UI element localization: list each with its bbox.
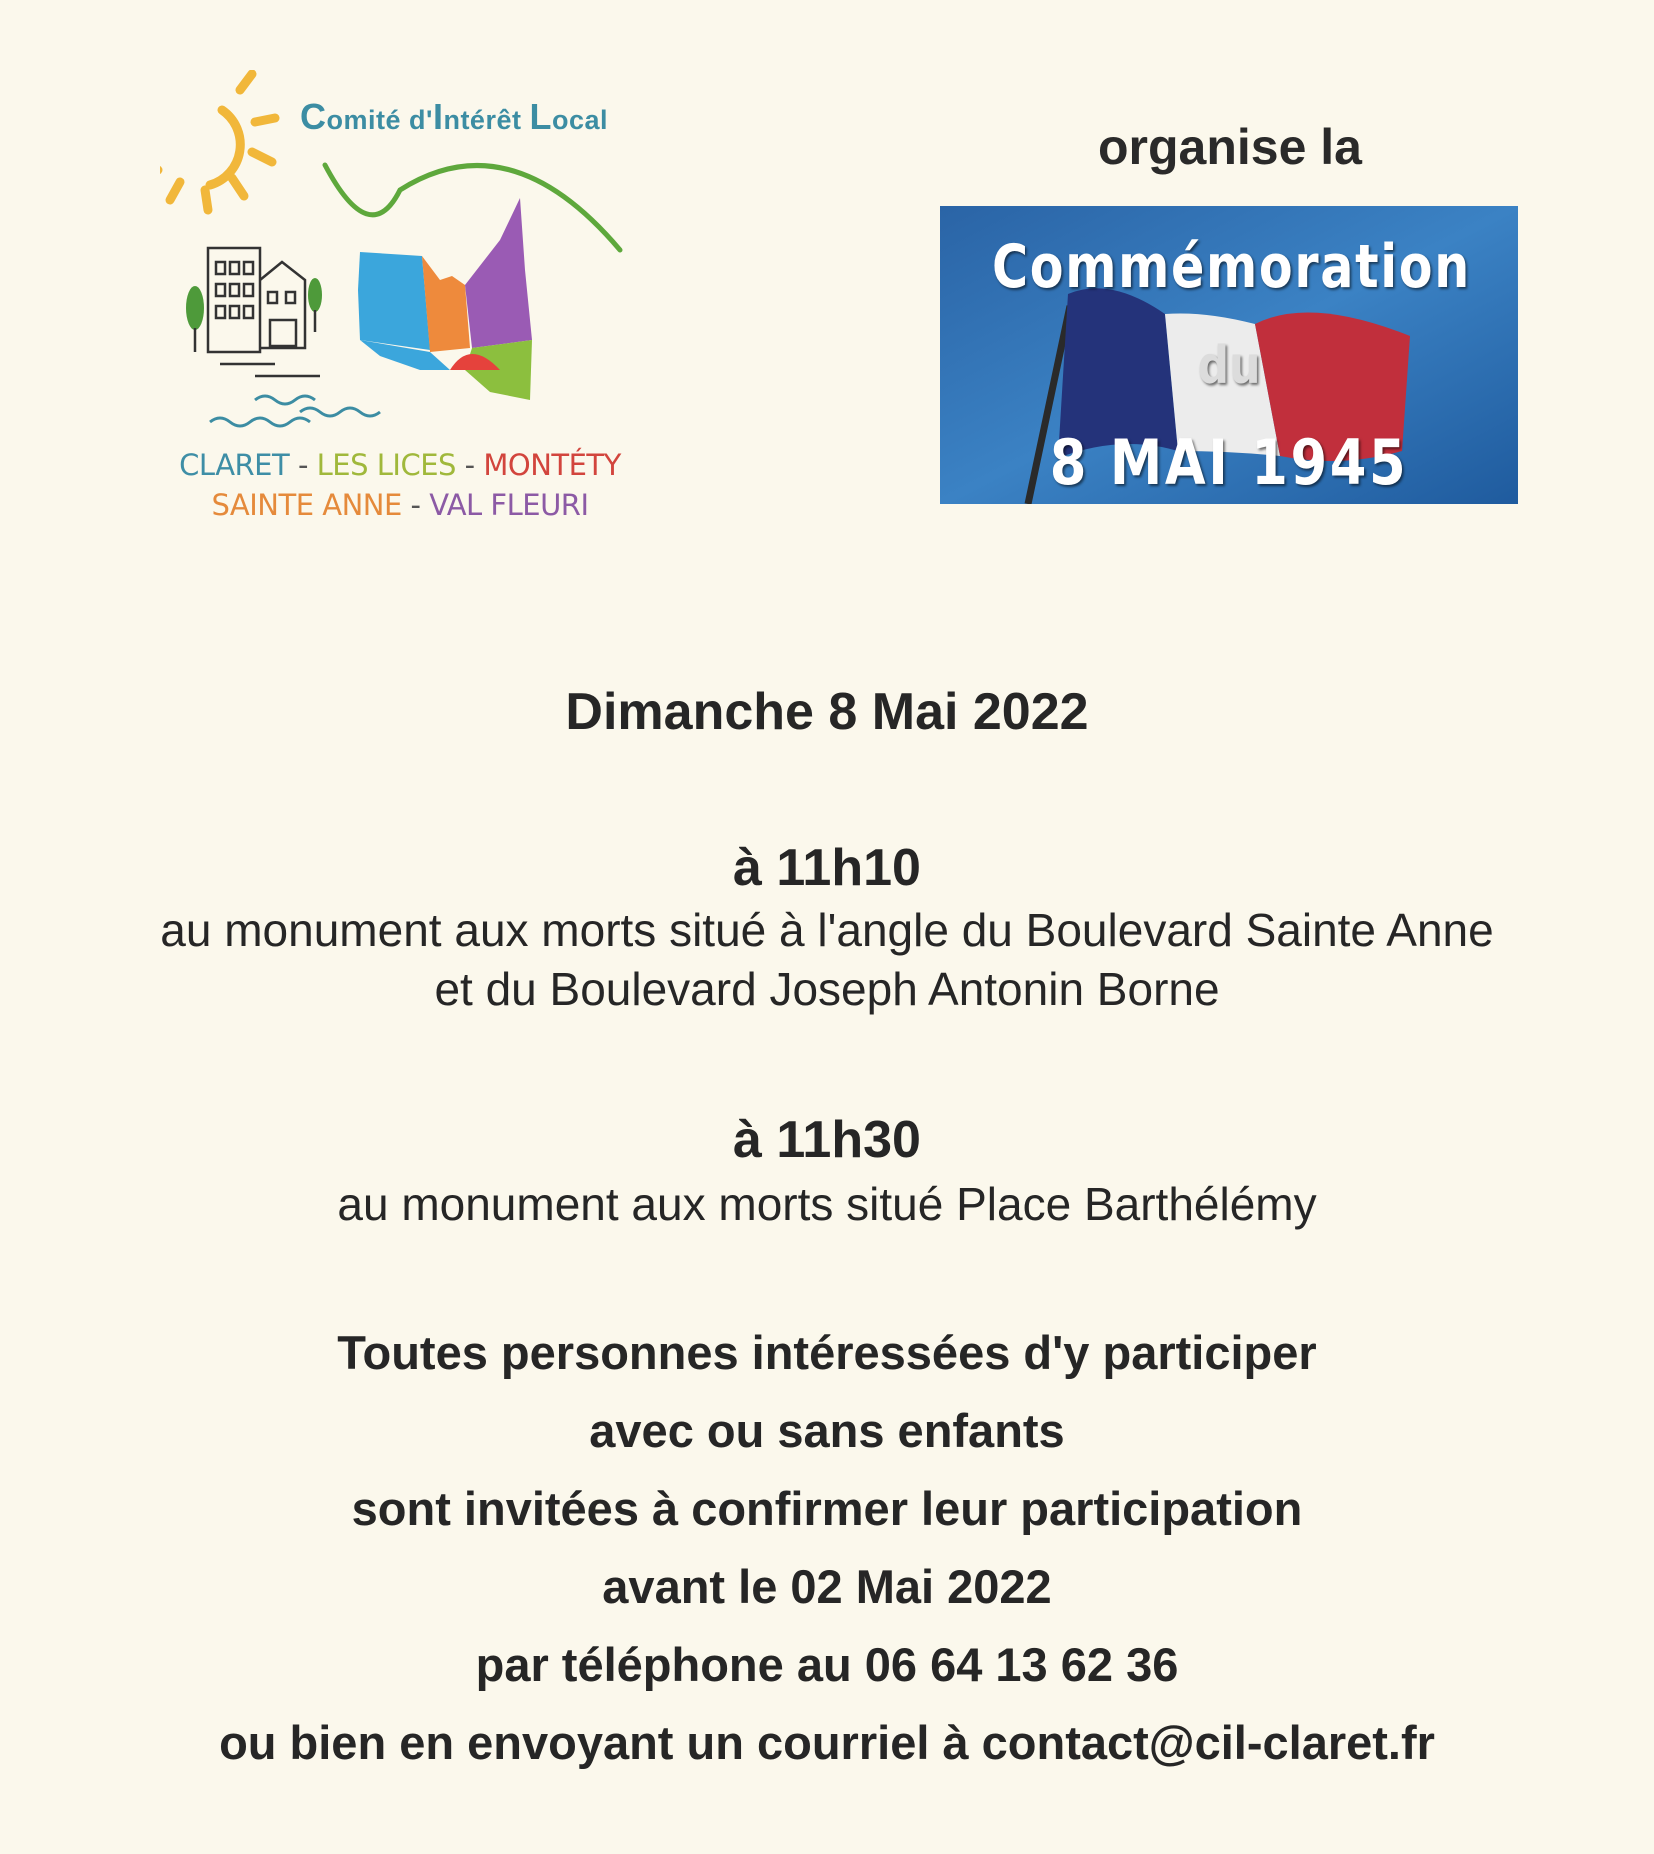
name-claret: CLARET	[179, 448, 290, 482]
invitation-email: ou bien en envoyant un courriel à contact@cil-claret.fr	[219, 1716, 1435, 1769]
invitation-line: avec ou sans enfants	[589, 1404, 1065, 1457]
invitation-line: Toutes personnes intéressées d'y participer	[337, 1326, 1317, 1379]
event-location-2: au monument aux morts situé Place Barthélémy	[337, 1178, 1317, 1230]
invitation-deadline: avant le 02 Mai 2022	[602, 1560, 1052, 1613]
event-date: Dimanche 8 Mai 2022	[565, 683, 1089, 741]
commemoration-banner	[940, 206, 1518, 504]
event-time-1: à 11h10	[733, 839, 921, 897]
invitation-line: sont invitées à confirmer leur participation	[351, 1482, 1303, 1535]
invitation-phone: par téléphone au 06 64 13 62 36	[475, 1638, 1179, 1691]
banner-du: du	[1197, 336, 1261, 396]
event-location-1-line-1: au monument aux morts situé à l'angle du Boulevard Sainte Anne	[160, 904, 1494, 956]
logo-title: Comité d'Intérêt Local	[300, 96, 609, 137]
logo-neighborhoods-line-1: CLARET - LES LICES - MONTÉTY	[179, 448, 621, 482]
banner-title: Commémoration	[992, 232, 1471, 302]
name-les-lices: LES LICES	[316, 448, 456, 482]
name-sainte-anne: SAINTE ANNE	[211, 488, 402, 522]
event-location-1-line-2: et du Boulevard Joseph Antonin Borne	[434, 963, 1220, 1015]
organise-heading: organise la	[1098, 119, 1362, 175]
cil-logo	[160, 70, 680, 530]
logo-neighborhoods-line-2: SAINTE ANNE - VAL FLEURI	[211, 488, 589, 522]
banner-date: 8 MAI 1945	[1049, 426, 1409, 499]
event-time-2: à 11h30	[733, 1111, 921, 1169]
name-val-fleuri: VAL FLEURI	[429, 488, 589, 522]
name-montety: MONTÉTY	[483, 448, 621, 482]
